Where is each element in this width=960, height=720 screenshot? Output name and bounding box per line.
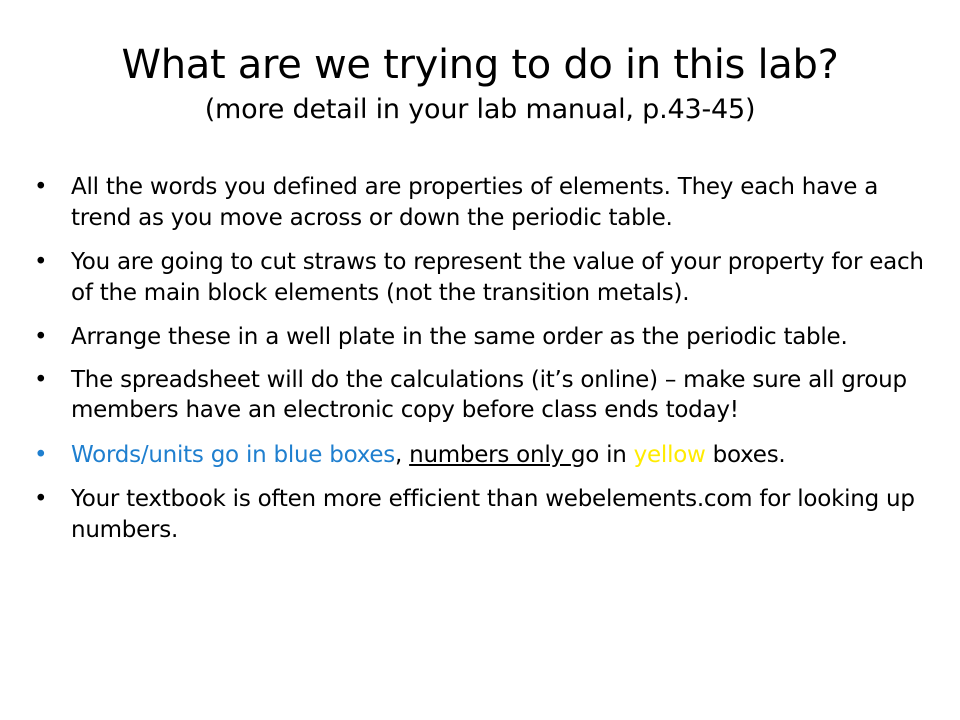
go-in-text: go in <box>570 441 634 468</box>
bullet-dot-icon: • <box>34 441 48 468</box>
yellow-text: yellow <box>633 441 706 468</box>
bullet-text: Your textbook is often more efficient than webelements.com for looking up numbers. <box>71 486 915 543</box>
bullet-item <box>34 172 934 233</box>
bullet-list <box>34 172 934 557</box>
bullet-text: You are going to cut straws to represent the value of your property for each of the main block elements (not the transition metals). <box>71 249 924 306</box>
blue-boxes-text: Words/units go in blue boxes <box>71 441 395 468</box>
bullet-text: All the words you defined are properties of elements. They each have a trend as you move across or down the periodic table. <box>71 174 879 231</box>
numbers-only-text: numbers only <box>409 441 571 468</box>
slide-title: What are we trying to do in this lab? <box>121 42 839 88</box>
bullet-dot-icon: • <box>34 249 48 275</box>
bullet-item <box>34 440 934 471</box>
bullet-item <box>34 484 934 545</box>
slide-subtitle: (more detail in your lab manual, p.43-45) <box>204 94 756 125</box>
boxes-text: boxes. <box>705 441 786 468</box>
bullet-dot-icon: • <box>34 174 48 200</box>
bullet-dot-icon: • <box>34 486 48 512</box>
slide-title-block <box>40 38 920 128</box>
comma-text: , <box>395 441 410 468</box>
bullet-dot-icon: • <box>34 366 48 393</box>
bullet-item <box>34 247 934 308</box>
bullet-item <box>34 365 934 426</box>
bullet-dot-icon: • <box>34 324 48 350</box>
bullet-item <box>34 322 934 353</box>
bullet-text: Arrange these in a well plate in the same order as the periodic table. <box>71 324 848 350</box>
bullet-text: The spreadsheet will do the calculations (it’s online) – make sure all group members have an electronic copy before class ends today! <box>71 366 907 423</box>
